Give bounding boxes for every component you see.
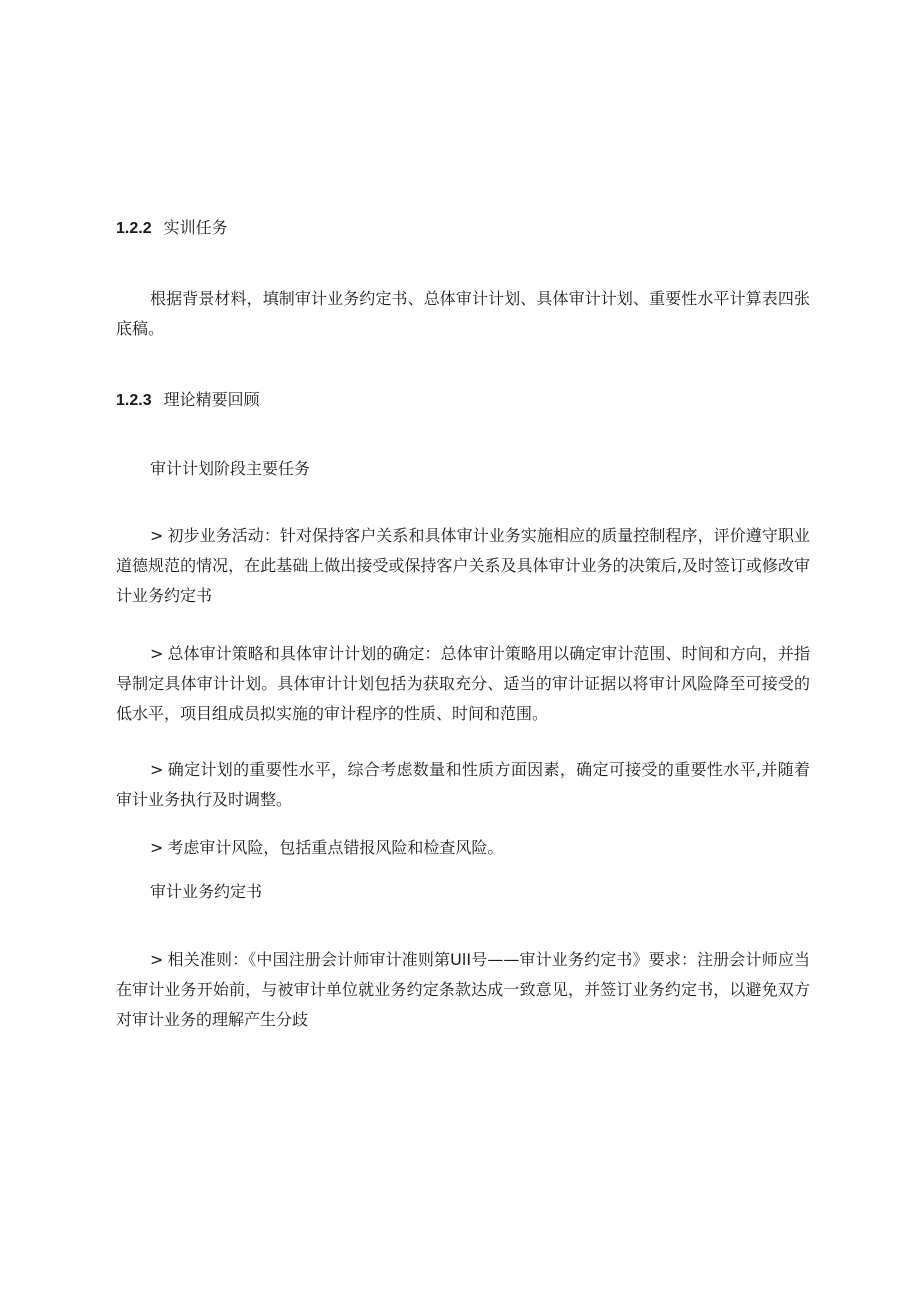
engagement-letter-heading: 审计业务约定书: [150, 882, 263, 901]
section-heading-1-2-3: [116, 388, 260, 413]
bullet-marker: >: [150, 950, 164, 969]
planning-item-materiality: [116, 755, 810, 815]
bullet-marker: >: [150, 644, 164, 663]
item-text: 初步业务活动：针对保持客户关系和具体审计业务实施相应的质量控制程序，评价遵守职业道德规范的情况，在此基础上做出接受或保持客户关系及具体审计业务的决策后,及时签订或修改审计业务约定书: [116, 526, 810, 605]
engagement-item-standard: [116, 945, 810, 1035]
item-text: 确定计划的重要性水平，综合考虑数量和性质方面因素，确定可接受的重要性水平,并随着审计业务执行及时调整。: [116, 760, 810, 809]
planning-stage-heading: 审计计划阶段主要任务: [150, 459, 311, 478]
section-heading-1-2-2: [116, 216, 228, 241]
section-number: 1.2.2: [116, 220, 152, 237]
item-text: 相关准则：《中国注册会计师审计准则第UlI号——审计业务约定书》要求：注册会计师应当在审计业务开始前，与被审计单位就业务约定条款达成一致意见，并签订业务约定书，以避免双方对审计业务的理解产生分歧: [116, 950, 810, 1029]
planning-item-initial-activities: [116, 521, 810, 611]
bullet-marker: >: [150, 760, 164, 779]
planning-item-strategy: [116, 639, 810, 729]
bullet-marker: >: [150, 526, 164, 545]
bullet-marker: >: [150, 838, 164, 857]
item-text: 总体审计策略和具体审计计划的确定：总体审计策略用以确定审计范围、时间和方向，并指导制定具体审计计划。具体审计计划包括为获取充分、适当的审计证据以将审计风险降至可接受的低水平，项目组成员拟实施的审计程序的性质、时间和范围。: [116, 644, 810, 723]
section-title: 理论精要回顾: [163, 390, 260, 409]
section-number: 1.2.3: [116, 392, 152, 409]
planning-item-audit-risk: [116, 833, 810, 863]
section-title: 实训任务: [163, 218, 228, 237]
task-paragraph: 根据背景材料，填制审计业务约定书、总体审计计划、具体审计计划、重要性水平计算表四张底稿。: [116, 289, 810, 338]
item-text: 考虑审计风险，包括重点错报风险和检查风险。: [167, 838, 504, 857]
